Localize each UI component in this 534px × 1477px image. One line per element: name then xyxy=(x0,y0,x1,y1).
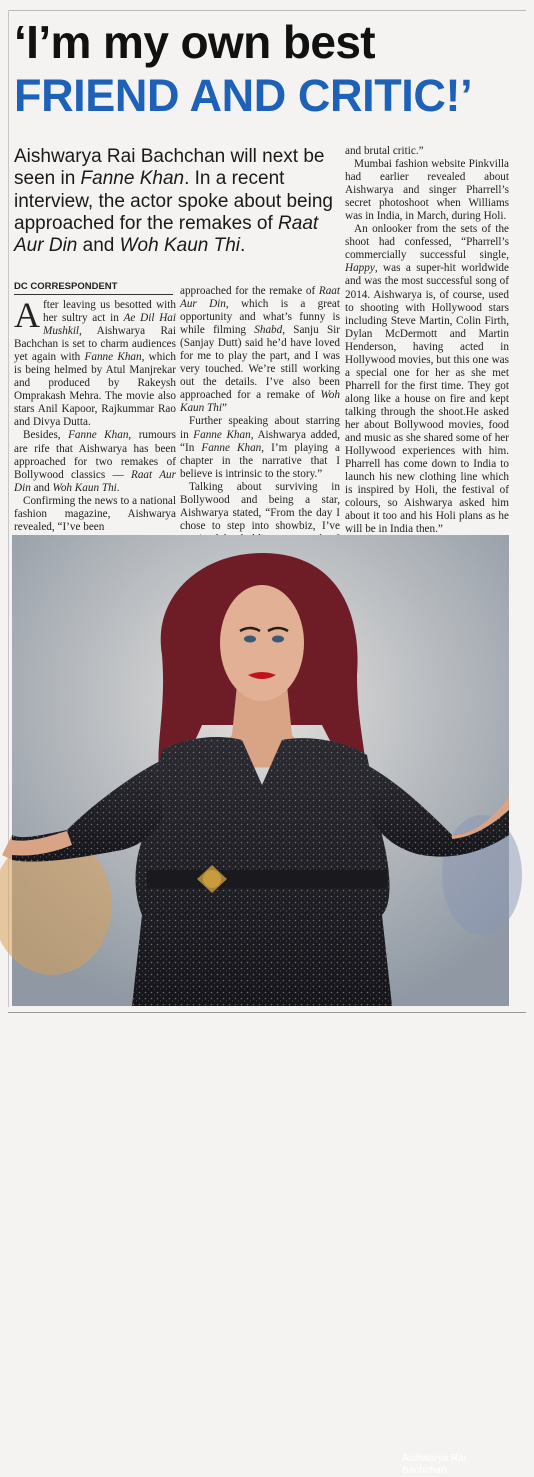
article-column-3 xyxy=(345,145,509,549)
byline: DC CORRESPONDENT xyxy=(14,281,173,295)
article-photo xyxy=(12,535,509,1476)
paragraph: Talking about surviving in Bollywood and being a star, Aishwarya stated, “From the day I chose to step into showbiz, I’ve xyxy=(180,480,340,532)
portrait-illustration xyxy=(12,535,509,1006)
article-column-1 xyxy=(14,295,176,534)
paragraph: approached for the remake of Raat Aur Din, which is a great opportunity and what’s funny is while filming Shabd, Sanju Sir (Sanjay Dutt) said he’d have loved for me to play the part, and I was very touched. We’re still working out the details. I’ve also been approached for a remake of Woh Kaun Thi” xyxy=(180,285,340,415)
article-column-2 xyxy=(180,285,340,559)
paragraph: An onlooker from the sets of the shoot had confessed, “Pharrell’s commercially successful single, Happy, was a super-hit worldwide and was the most successful song of 2014. Aishwarya is, of course, used to shooting with Hollywood stars including Steve Martin, Colin Firth, Dylan McDermott and Martin Henderson, having acted in Hollywood movies, but this one was a special one for her as she met Pharrell for the first time. They got along like a house on fire and kept talking through the shoot.He asked her about Bollywood movies, food and music as she shared some of her Hollywood experiences with him. Pharrell has come down to India to launch his new clothing line which is inspired by Holi, the festival of colours, so Aishwarya asked him about it too and his Holi plans as he will be in India then.” xyxy=(345,223,509,536)
paragraph: Confirming the news to a national fashion magazine, Aishwarya revealed, “I’ve been xyxy=(14,494,176,533)
paragraph: Mumbai fashion website Pinkvilla had earlier revealed about Aishwarya and singer Pharrell’s secret photoshoot when Williams was in India, in March, during Holi. xyxy=(345,158,509,223)
paragraph: Besides, Fanne Khan, rumours are rife that Aishwarya has been approached for two remakes of Bollywood classics — Raat Aur Din and Woh Kaun Thi. xyxy=(14,429,176,494)
caption-line: Bachchan xyxy=(402,1465,447,1476)
headline-line-1: ‘I’m my own best xyxy=(14,16,376,68)
paragraph: After leaving us besotted with her sultry act in Ae Dil Hai Mushkil, Aishwarya Rai Bachchan is set to charm audiences yet again with Fanne Khan, which is being helmed by Atul Manjrekar and produced by Rakeysh Omprakash Mehra. The movie also stars Anil Kapoor, Rajkummar Rao and Divya Dutta. xyxy=(14,295,176,429)
article-deck: Aishwarya Rai Bachchan will next be seen in Fanne Khan. In a recent interview, the actor spoke about being approached for the remakes of Raat Aur Din and Woh Kaun Thi. xyxy=(14,146,333,257)
paragraph: and brutal critic.” xyxy=(345,145,424,157)
bottom-rule xyxy=(8,1012,526,1013)
drop-cap: A xyxy=(14,295,40,335)
caption-line: Aishwarya Rai xyxy=(402,1453,466,1464)
paragraph: Further speaking about starring in Fanne Khan, Aishwarya added, “In Fanne Khan, I’m playing a chapter in the narrative that I believe is intrinsic to the story.” xyxy=(180,415,340,480)
headline-line-2: FRIEND AND CRITIC!’ xyxy=(14,70,473,121)
photo-caption xyxy=(402,1453,512,1477)
top-rule xyxy=(8,10,526,11)
